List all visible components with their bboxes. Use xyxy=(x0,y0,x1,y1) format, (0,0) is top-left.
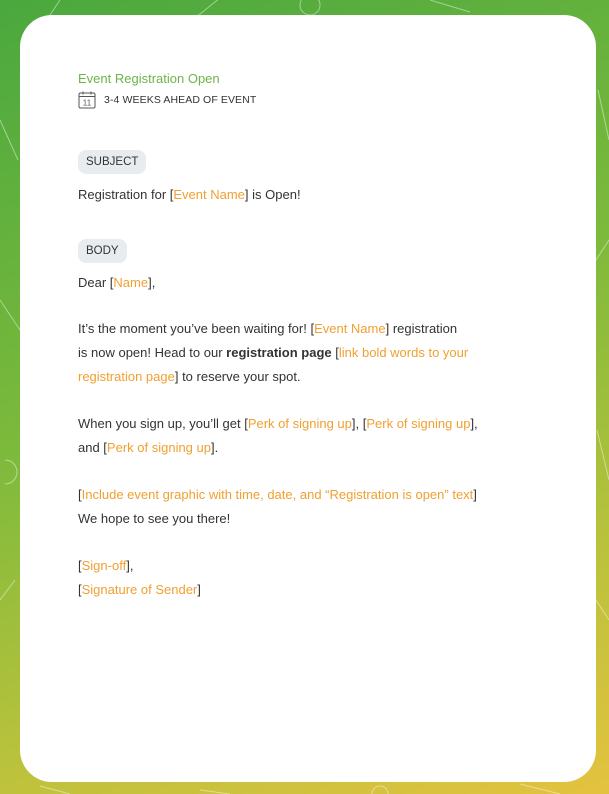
timing-row xyxy=(78,91,538,109)
greeting: Dear [Name], xyxy=(78,275,156,290)
placeholder-link-note-cont: registration page xyxy=(78,369,175,384)
closing-line: We hope to see you there! xyxy=(78,511,231,526)
subject-line: Registration for [Event Name] is Open! xyxy=(78,187,301,202)
timing-label: 3-4 WEEKS AHEAD OF EVENT xyxy=(104,94,257,106)
placeholder-perk: Perk of signing up xyxy=(106,440,211,455)
body-paragraph-registration: It’s the moment you’ve been waiting for! [Event Name] registration is now open! Head to our registration page [link bold words to your registration page] to reserve your spot. xyxy=(78,321,469,384)
placeholder-link-note: link bold words to your xyxy=(338,345,469,360)
calendar-icon xyxy=(78,91,96,109)
calendar-day: 11 xyxy=(82,98,92,108)
email-title: Event Registration Open xyxy=(78,71,220,86)
registration-page-bold: registration page xyxy=(226,345,332,360)
placeholder-event-name: Event Name xyxy=(173,187,245,202)
body-paragraph-graphic: [Include event graphic with time, date, and “Registration is open” text] We hope to see you there! xyxy=(78,487,477,526)
sign-off-block: [Sign-off], [Signature of Sender] xyxy=(78,558,201,597)
placeholder-perk: Perk of signing up xyxy=(366,416,471,431)
placeholder-sign-off: Sign-off xyxy=(81,558,127,573)
placeholder-event-name: Event Name xyxy=(314,321,386,336)
body-paragraph-perks: When you sign up, you’ll get [Perk of signing up], [Perk of signing up], and [Perk of signing up]. xyxy=(78,416,478,455)
email-template-card xyxy=(20,15,596,782)
body-tag: BODY xyxy=(78,239,127,263)
subject-tag: SUBJECT xyxy=(78,150,146,174)
placeholder-signature: Signature of Sender xyxy=(81,582,198,597)
placeholder-perk: Perk of signing up xyxy=(247,416,352,431)
placeholder-name: Name xyxy=(113,275,149,290)
placeholder-event-graphic: Include event graphic with time, date, and “Registration is open” text xyxy=(81,487,474,502)
